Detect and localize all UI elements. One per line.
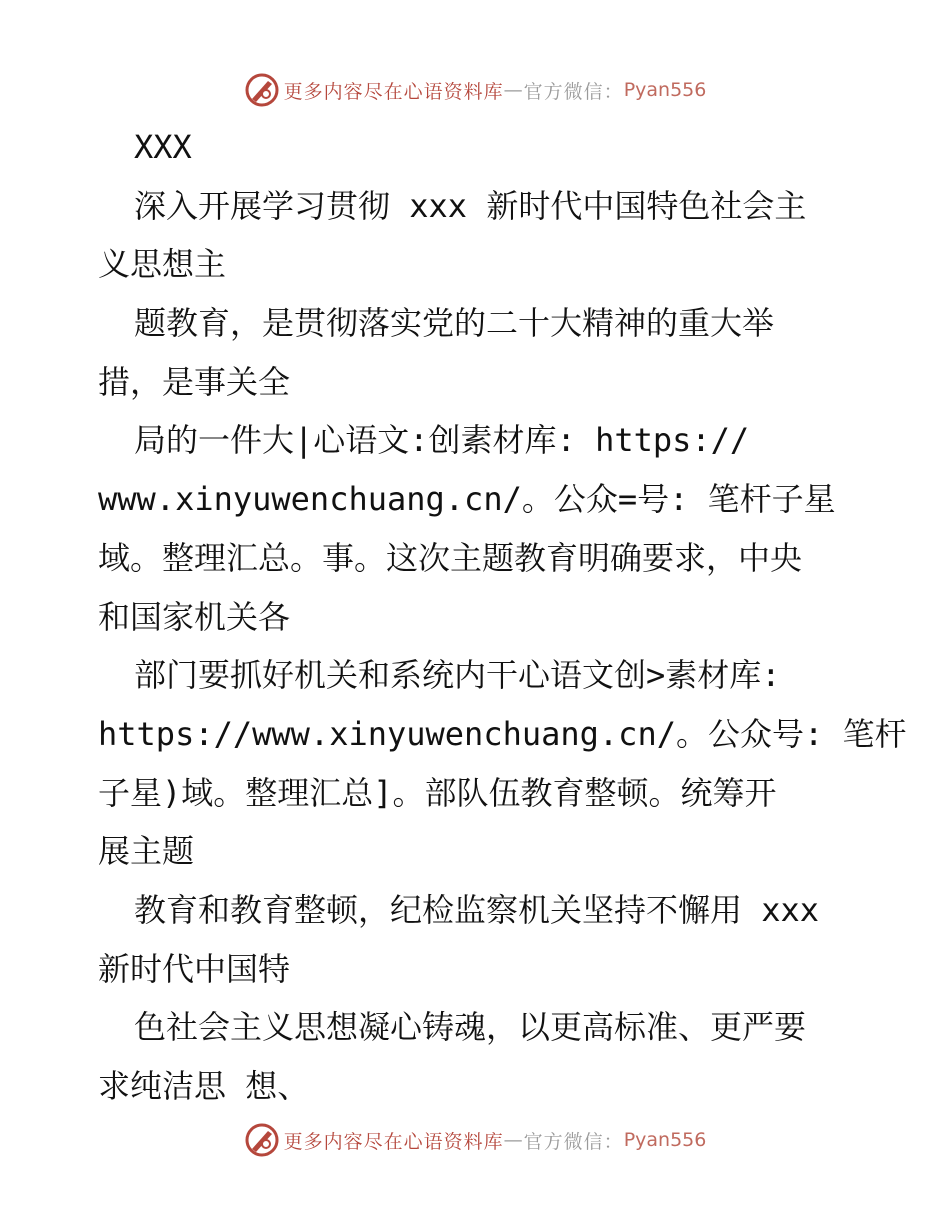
doc-line: 措，是事关全 xyxy=(98,362,291,401)
doc-line: www.xinyuwenchuang.cn/。公众=号: 笔杆子星 xyxy=(98,480,836,519)
doc-line: 子星)域。整理汇总]。部队伍教育整顿。统筹开 xyxy=(98,773,777,812)
header-wechat-label: 官方微信： xyxy=(523,80,624,103)
header-brand-text: 更多内容尽在心语资料库 xyxy=(283,80,504,103)
pen-circle-logo-icon xyxy=(244,1122,280,1158)
doc-line: 展主题 xyxy=(98,832,195,871)
doc-line: 域。整理汇总。事。这次主题教育明确要求，中央 xyxy=(98,538,803,577)
doc-line: XXX xyxy=(134,128,192,166)
document-body xyxy=(98,118,907,1116)
doc-line: 义思想主 xyxy=(98,245,227,284)
header-banner xyxy=(0,70,950,110)
footer-brand-text: 更多内容尽在心语资料库 xyxy=(283,1130,504,1153)
doc-line: 局的一件大|心语文:创素材库: https:// xyxy=(134,421,750,460)
doc-line: 色社会主义思想凝心铸魂，以更高标准、更严要 xyxy=(134,1008,807,1047)
footer-wechat-id: Pyan556 xyxy=(623,1129,707,1151)
doc-line: 深入开展学习贯彻 xxx 新时代中国特色社会主 xyxy=(134,186,807,225)
doc-line: 求纯洁思 想、 xyxy=(98,1067,310,1105)
doc-line: 和国家机关各 xyxy=(98,597,291,636)
header-wechat-id: Pyan556 xyxy=(623,79,707,101)
doc-line: 教育和教育整顿，纪检监察机关坚持不懈用 xxx xyxy=(134,890,820,929)
footer-banner xyxy=(0,1120,950,1160)
doc-line: 新时代中国特 xyxy=(98,949,291,988)
doc-line: https://www.xinyuwenchuang.cn/。公众号: 笔杆 xyxy=(98,714,907,753)
doc-line: 部门要抓好机关和系统内干心语文创>素材库: xyxy=(134,656,781,695)
pen-circle-logo-icon xyxy=(244,72,280,108)
doc-line: 题教育，是贯彻落实党的二十大精神的重大举 xyxy=(134,304,775,343)
footer-dash: — xyxy=(503,1129,524,1151)
header-dash: — xyxy=(503,79,524,101)
footer-wechat-label: 官方微信： xyxy=(523,1130,624,1153)
